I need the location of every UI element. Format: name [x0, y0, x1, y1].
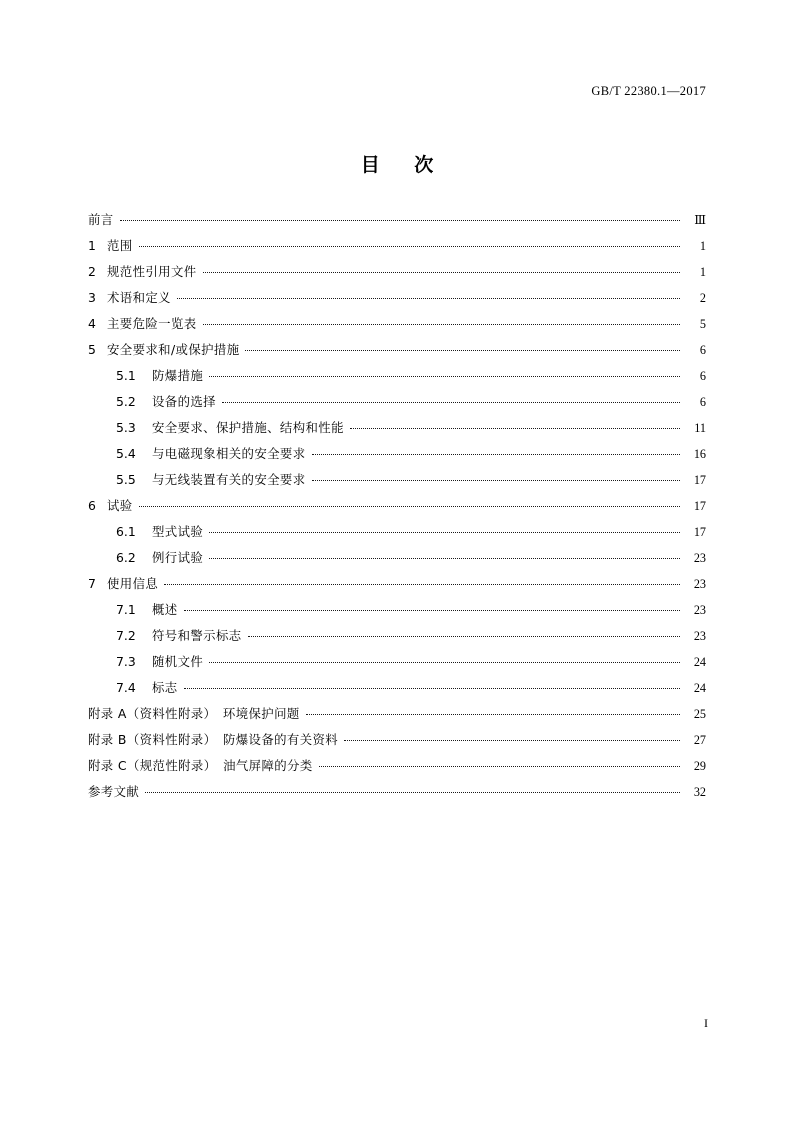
toc-entry[interactable] [88, 472, 706, 498]
toc-entry-page: 27 [693, 733, 706, 747]
toc-entry-page: 25 [693, 707, 706, 721]
toc-entry-page: 23 [693, 551, 706, 565]
toc-entry-label: 概述 [152, 602, 178, 617]
toc-entry-page: 6 [699, 369, 706, 383]
toc-entry[interactable] [88, 758, 706, 784]
toc-entry[interactable] [88, 264, 706, 290]
toc-entry-label: 前言 [88, 212, 114, 227]
toc-entry-number: 2 [88, 264, 96, 279]
toc-leader-dots [306, 706, 680, 718]
toc-leader-dots [203, 316, 680, 328]
toc-entry[interactable] [88, 446, 706, 472]
toc-entry-page: 5 [699, 317, 706, 331]
toc-entry-page: 1 [699, 265, 706, 279]
toc-entry-page: 23 [693, 603, 706, 617]
toc-entry-page: 16 [693, 447, 706, 461]
toc-entry-label: 试验 [107, 498, 133, 513]
toc-entry-number: 5 [88, 342, 96, 357]
toc-leader-dots [120, 212, 680, 224]
toc-leader-dots [319, 758, 680, 770]
toc-leader-dots [203, 264, 680, 276]
toc-entry-label: 防爆措施 [152, 368, 204, 383]
toc-entry-page: 23 [693, 629, 706, 643]
toc-entry-page: 24 [693, 655, 706, 669]
toc-entry[interactable] [88, 784, 706, 810]
toc-leader-dots [222, 394, 680, 406]
toc-entry[interactable] [88, 654, 706, 680]
toc-leader-dots [145, 784, 680, 796]
toc-leader-dots [312, 472, 681, 484]
toc-entry-page: Ⅲ [694, 213, 706, 227]
toc-entry-label: 主要危险一览表 [107, 316, 197, 331]
toc-entry-number: 7 [88, 576, 96, 591]
toc-leader-dots [184, 602, 680, 614]
toc-entry[interactable] [88, 368, 706, 394]
toc-entry-label: 术语和定义 [107, 290, 171, 305]
toc-entry-number: 5.5 [116, 472, 136, 487]
toc-leader-dots [209, 368, 680, 380]
toc-entry-number: 5.2 [116, 394, 136, 409]
toc-entry-page: 6 [699, 395, 706, 409]
toc-entry[interactable] [88, 706, 706, 732]
toc-entry-page: 17 [693, 473, 706, 487]
toc-entry-page: 17 [693, 525, 706, 539]
toc-leader-dots [164, 576, 680, 588]
toc-entry-label: 与电磁现象相关的安全要求 [152, 446, 306, 461]
toc-entry[interactable] [88, 680, 706, 706]
toc-entry-page: 23 [693, 577, 706, 591]
toc-entry[interactable] [88, 290, 706, 316]
toc-entry-number: 7.4 [116, 680, 136, 695]
toc-entry[interactable] [88, 550, 706, 576]
toc-entry-label: 附录 B（资料性附录） 防爆设备的有关资料 [88, 732, 339, 747]
toc-entry-page: 24 [693, 681, 706, 695]
toc-entry-label: 型式试验 [152, 524, 204, 539]
toc-entry-number: 6.2 [116, 550, 136, 565]
toc-entry-label: 规范性引用文件 [107, 264, 197, 279]
toc-entry-label: 安全要求、保护措施、结构和性能 [152, 420, 344, 435]
toc-entry-label: 参考文献 [88, 784, 140, 799]
toc-leader-dots [344, 732, 680, 744]
toc-entry-page: 6 [699, 343, 706, 357]
toc-entry-page: 32 [693, 785, 706, 799]
toc-entry-label: 随机文件 [152, 654, 204, 669]
toc-leader-dots [139, 498, 680, 510]
toc-entry-number: 3 [88, 290, 96, 305]
toc-entry-label: 设备的选择 [152, 394, 216, 409]
toc-entry[interactable] [88, 394, 706, 420]
toc-leader-dots [209, 654, 680, 666]
toc-entry[interactable] [88, 238, 706, 264]
toc-entry-number: 4 [88, 316, 96, 331]
toc-entry-label: 安全要求和/或保护措施 [107, 342, 240, 357]
toc-entry-label: 使用信息 [107, 576, 159, 591]
toc-entry[interactable] [88, 524, 706, 550]
toc-entry-number: 7.3 [116, 654, 136, 669]
toc-entry[interactable] [88, 628, 706, 654]
toc-leader-dots [177, 290, 680, 302]
toc-leader-dots [248, 628, 680, 640]
toc-entry-label: 标志 [152, 680, 178, 695]
toc-leader-dots [209, 524, 680, 536]
toc-entry-label: 例行试验 [152, 550, 204, 565]
page-number-footer: I [704, 1016, 708, 1030]
toc-entry-label: 与无线装置有关的安全要求 [152, 472, 306, 487]
toc-entry[interactable] [88, 732, 706, 758]
toc-entry-number: 5.4 [116, 446, 136, 461]
standard-number-header: GB/T 22380.1—2017 [591, 84, 706, 98]
toc-entry[interactable] [88, 316, 706, 342]
toc-leader-dots [312, 446, 681, 458]
table-of-contents [88, 212, 706, 810]
toc-leader-dots [209, 550, 680, 562]
toc-entry[interactable] [88, 420, 706, 446]
toc-entry-label: 符号和警示标志 [152, 628, 242, 643]
toc-entry[interactable] [88, 212, 706, 238]
toc-leader-dots [184, 680, 680, 692]
toc-entry-page: 11 [694, 421, 706, 435]
toc-leader-dots [139, 238, 680, 250]
toc-entry-page: 17 [693, 499, 706, 513]
toc-entry-number: 7.2 [116, 628, 136, 643]
toc-entry-number: 6.1 [116, 524, 136, 539]
toc-entry-number: 1 [88, 238, 96, 253]
toc-entry-label: 附录 C（规范性附录） 油气屏障的分类 [88, 758, 313, 773]
toc-leader-dots [245, 342, 680, 354]
toc-entry-page: 29 [693, 759, 706, 773]
toc-entry[interactable] [88, 576, 706, 602]
toc-entry-label: 范围 [107, 238, 133, 253]
toc-entry-number: 7.1 [116, 602, 136, 617]
toc-entry-label: 附录 A（资料性附录） 环境保护问题 [88, 706, 300, 721]
toc-entry-page: 1 [699, 239, 706, 253]
toc-entry[interactable] [88, 498, 706, 524]
toc-leader-dots [350, 420, 680, 432]
toc-entry-number: 5.3 [116, 420, 136, 435]
page-title: 目 次 [360, 154, 448, 176]
toc-entry[interactable] [88, 342, 706, 368]
toc-entry-number: 5.1 [116, 368, 136, 383]
toc-entry-page: 2 [699, 291, 706, 305]
toc-entry[interactable] [88, 602, 706, 628]
toc-entry-number: 6 [88, 498, 96, 513]
